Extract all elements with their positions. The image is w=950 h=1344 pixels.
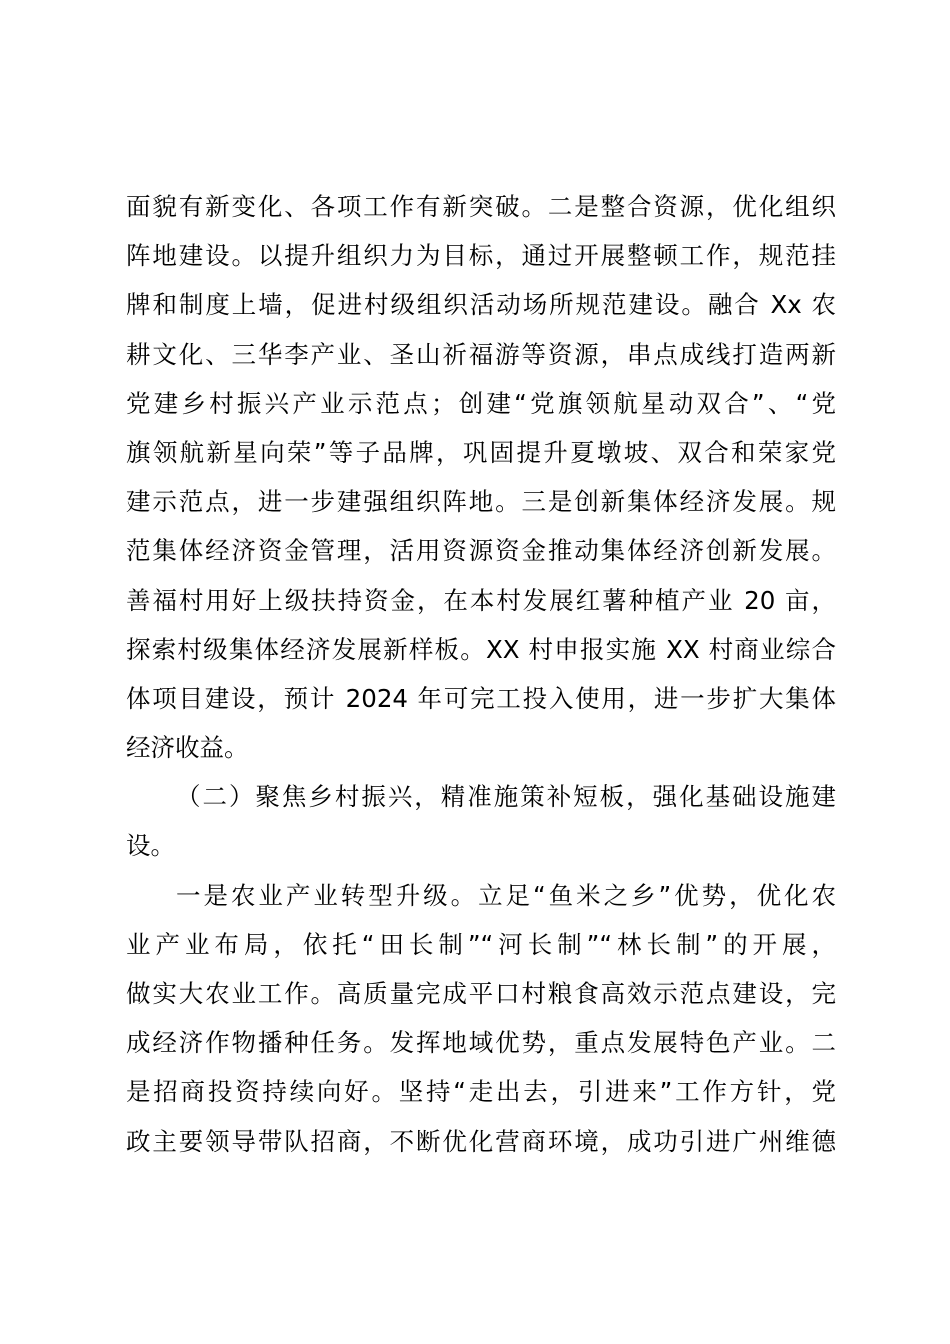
text-line: 阵地建设。以提升组织力为目标，通过开展整顿工作，规范挂: [126, 241, 836, 271]
text-line: 政主要领导带队招商，不断优化营商环境，成功引进广州维德: [126, 1126, 836, 1156]
text-line: 旗领航新星向荣”等子品牌，巩固提升夏墩坡、双合和荣家党: [126, 437, 836, 467]
text-line: 建示范点，进一步建强组织阵地。三是创新集体经济发展。规: [126, 487, 836, 517]
text-line: 业产业布局，依托“田长制”“河长制”“林长制”的开展，: [126, 929, 836, 959]
text-line: 善福村用好上级扶持资金，在本村发展红薯种植产业 20 亩，: [126, 585, 836, 615]
body-text: [126, 182, 836, 1166]
text-line: 范集体经济资金管理，活用资源资金推动集体经济创新发展。: [126, 536, 836, 566]
section-heading-line: 设。: [126, 831, 175, 861]
text-line: 耕文化、三华李产业、圣山祈福游等资源，串点成线打造两新: [126, 339, 836, 369]
text-line: 面貌有新变化、各项工作有新突破。二是整合资源，优化组织: [126, 192, 836, 221]
text-line: 是招商投资持续向好。坚持“走出去，引进来”工作方针，党: [126, 1077, 836, 1107]
text-line: 牌和制度上墙，促进村级组织活动场所规范建设。融合 Xx 农: [126, 290, 836, 320]
section-heading-line: （二）聚焦乡村振兴，精准施策补短板，强化基础设施建: [176, 782, 836, 812]
text-line: 经济收益。: [126, 733, 249, 763]
text-line: 成经济作物播种任务。发挥地域优势，重点发展特色产业。二: [126, 1028, 836, 1058]
text-line: 一是农业产业转型升级。立足“鱼米之乡”优势，优化农: [176, 880, 836, 910]
text-line: 探索村级集体经济发展新样板。XX 村申报实施 XX 村商业综合: [126, 634, 836, 664]
text-line: 体项目建设，预计 2024 年可完工投入使用，进一步扩大集体: [126, 683, 836, 713]
text-line: 做实大农业工作。高质量完成平口村粮食高效示范点建设，完: [126, 979, 836, 1008]
text-line: 党建乡村振兴产业示范点；创建“党旗领航星动双合”、“党: [126, 388, 836, 418]
